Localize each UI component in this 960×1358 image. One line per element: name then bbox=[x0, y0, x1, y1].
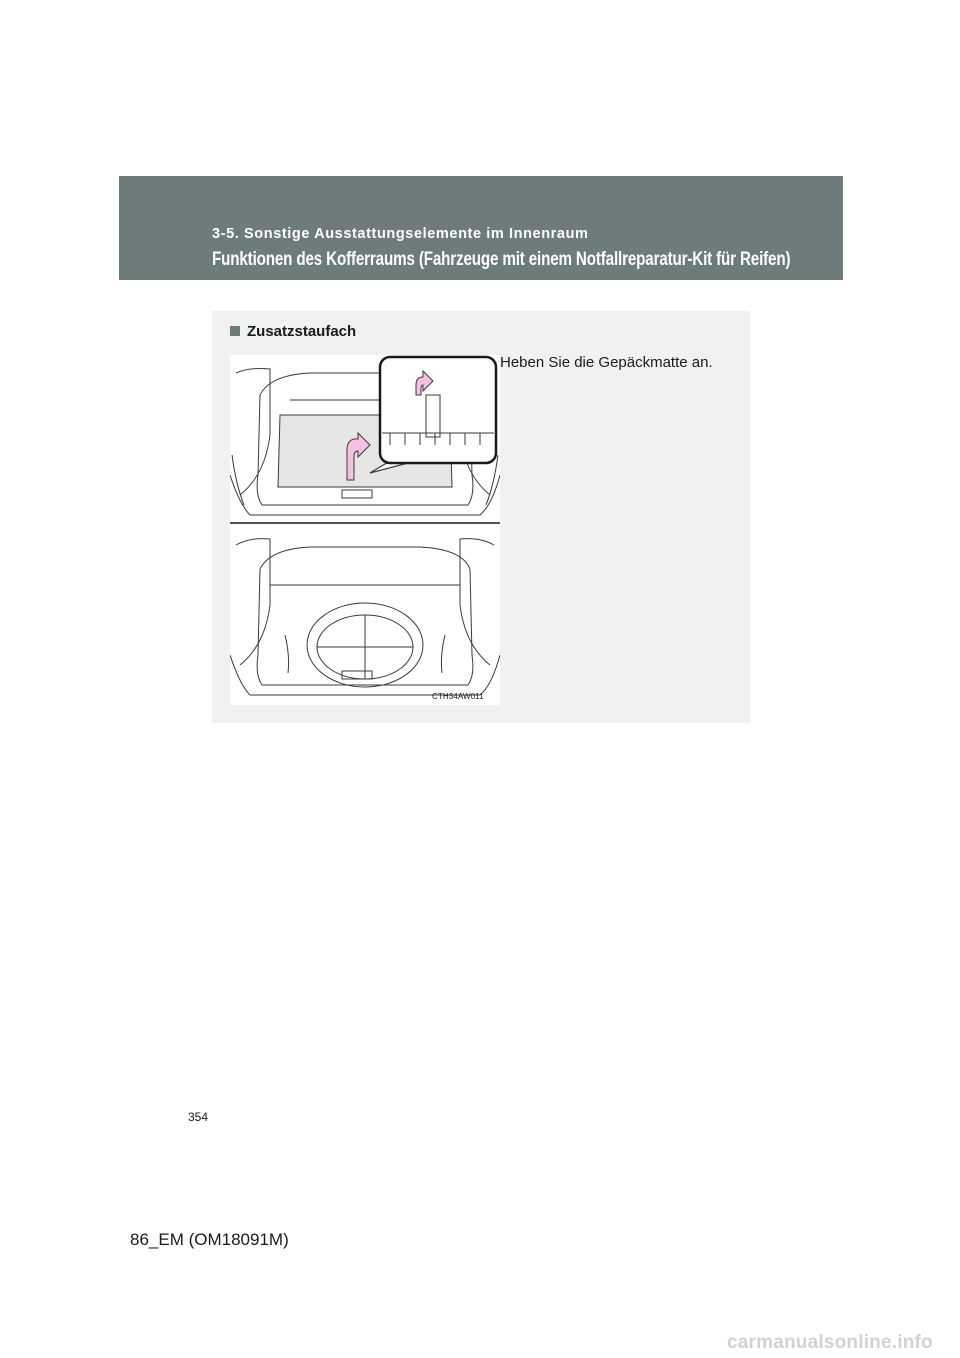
section-label: 3-5. Sonstige Ausstattungselemente im Innenraum bbox=[212, 226, 589, 242]
trunk-illustration bbox=[230, 355, 500, 705]
subheading-text: Zusatzstaufach bbox=[247, 323, 357, 340]
detail-callout bbox=[380, 357, 496, 463]
page-title: Funktionen des Kofferraums (Fahrzeuge mit einem Notfallreparatur-Kit für Reifen) bbox=[212, 249, 791, 270]
page-number: 354 bbox=[188, 1110, 209, 1124]
content-box bbox=[212, 311, 750, 723]
figure-code: CTH34AW011 bbox=[432, 692, 484, 701]
subheading bbox=[230, 323, 356, 340]
instruction-text: Heben Sie die Gepäckmatte an. bbox=[500, 354, 713, 371]
document-code: 86_EM (OM18091M) bbox=[130, 1230, 289, 1249]
watermark: carmanualsonline.info bbox=[727, 1332, 933, 1353]
square-bullet-icon bbox=[230, 326, 240, 336]
